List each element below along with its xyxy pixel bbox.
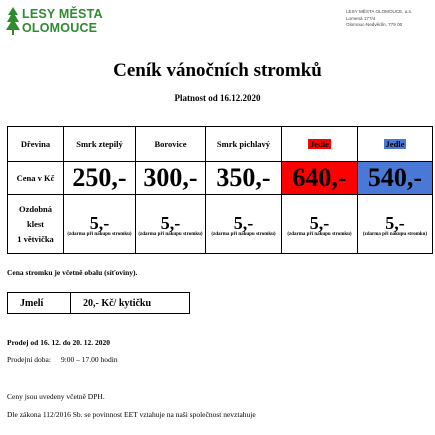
logo-line-2: OLOMOUCE [22, 21, 98, 35]
wreath-note: (zdarma při nákupu stromku) [138, 231, 203, 237]
wreath-cell [358, 195, 433, 254]
species-cell: Borovice [136, 127, 206, 162]
eet-note: Dle zákona 112/2016 Sb. se povinnost EET vztahuje na naši společnost nevztahuje [7, 410, 256, 419]
tree-logo-icon [6, 6, 20, 36]
wreath-row [8, 195, 433, 254]
tree-price: 640,- [292, 163, 347, 192]
wreath-price: 5,- [385, 212, 405, 233]
validity-date: Platnost od 16.12.2020 [174, 93, 261, 103]
wreath-price: 5,- [309, 212, 330, 233]
address-line-3: Olomouc-Nedvědín, 779 00 [346, 22, 403, 28]
mistletoe-row [8, 293, 190, 314]
price-table [7, 126, 433, 254]
mistletoe-label: Jmelí [8, 293, 71, 314]
wreath-price: 5,- [89, 212, 110, 233]
price-cell [358, 162, 433, 195]
address-line-1: LESY MĚSTA OLOMOUCE, a.s. [346, 9, 413, 14]
price-row-label: Cena v Kč [8, 162, 64, 195]
wreath-label-line-3: 1 větvička [17, 233, 54, 244]
species-cell [282, 127, 358, 162]
species-cell: Smrk pichlavý [206, 127, 282, 162]
species-row-label: Dřevina [8, 127, 64, 162]
wreath-note: (zdarma při nákupu stromku) [362, 231, 428, 237]
price-cell [64, 162, 136, 195]
hours-value: 9:00 – 17.00 hodin [60, 355, 118, 364]
logo-line-1: LESY MĚSTA [22, 7, 103, 21]
sale-period: Prodej od 16. 12. do 20. 12. 2020 [7, 338, 110, 347]
wreath-cell [136, 195, 206, 254]
wreath-row-label [8, 195, 64, 254]
wreath-note: (zdarma při nákupu stromku) [211, 231, 276, 237]
wreath-cell [206, 195, 282, 254]
wreath-label-line-2: klest [27, 218, 44, 229]
tree-price: 350,- [216, 163, 271, 192]
page-title: Ceník vánočních stromků [113, 60, 322, 81]
wreath-cell [282, 195, 358, 254]
tree-price: 540,- [367, 163, 423, 192]
packaging-note: Cena stromku je včetně obalu (síťoviny). [7, 268, 138, 277]
species-cell: Smrk ztepilý [64, 127, 136, 162]
tree-price: 250,- [72, 163, 127, 192]
wreath-cell [64, 195, 136, 254]
wreath-note: (zdarma při nákupu stromku) [67, 231, 132, 237]
mistletoe-table [7, 292, 190, 314]
wreath-note: (zdarma při nákupu stromku) [287, 231, 352, 237]
hours-label: Prodejní doba: [7, 355, 51, 364]
opening-hours [7, 355, 118, 364]
price-row [8, 162, 433, 195]
wreath-label-line-1: Ozdobná [18, 203, 53, 214]
price-cell [282, 162, 358, 195]
species-label: Jedle [310, 139, 329, 149]
price-cell [136, 162, 206, 195]
wreath-price: 5,- [160, 212, 181, 233]
vat-note: Ceny jsou uvedeny včetně DPH. [7, 392, 105, 401]
species-label: Jedle [385, 139, 405, 149]
address-line-2: Lomená 177/4 [346, 15, 376, 21]
species-cell [358, 127, 433, 162]
company-logo [6, 6, 118, 42]
species-row [8, 127, 433, 162]
wreath-price: 5,- [233, 212, 254, 233]
price-cell [206, 162, 282, 195]
tree-price: 300,- [143, 163, 198, 192]
company-address [346, 9, 412, 29]
mistletoe-price: 20,- Kč/ kytičku [71, 293, 190, 314]
